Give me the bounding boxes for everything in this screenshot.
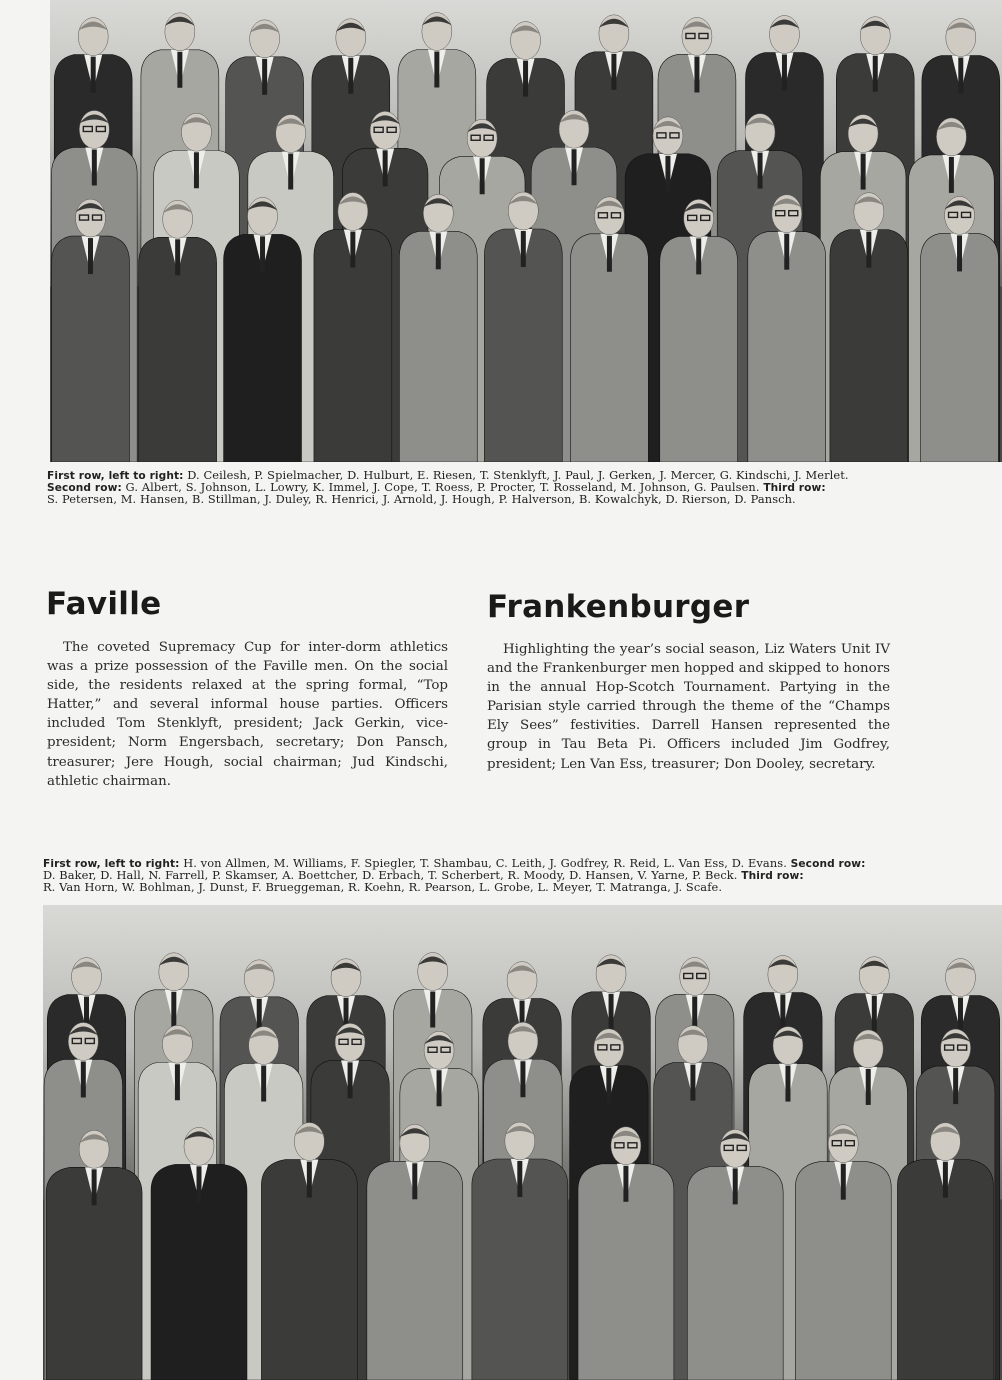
caption-line-3 [43,882,891,893]
people-group [50,13,1002,462]
person-figure [660,199,738,462]
caption-second-row-names: D. Baker, D. Hall, N. Farrell, P. Skamser, A. Boettcher, D. Erbach, T. Scherbert, R. Moody, D. Hansen, V. Yarne, P. Beck. [43,868,738,882]
faville-photo-caption [47,470,905,505]
caption-third-row-names: S. Petersen, M. Hansen, B. Stillman, J. Duley, R. Henrici, J. Arnold, J. Hough, P. Halverson, B. Kowalchyk, D. Rierson, D. Pansch. [47,492,796,506]
faville-heading: Faville [46,586,162,622]
person-figure [224,197,302,462]
people-group [43,953,1002,1380]
faville-group-photo [50,0,1002,462]
faville-group-photo-illustration [50,0,1002,462]
person-figure [314,193,392,462]
person-figure [399,194,477,462]
person-figure [748,195,826,462]
caption-third-row-label: Third row: [741,870,804,882]
caption-second-row-label: Second row: [47,482,122,494]
caption-third-row-names: R. Van Horn, W. Bohlman, J. Dunst, F. Brueggeman, R. Koehn, R. Pearson, L. Grobe, L. Meyer, T. Matranga, J. Scafe. [43,880,723,894]
caption-first-row-names: H. von Allmen, M. Williams, F. Spiegler, T. Shambau, C. Leith, J. Godfrey, R. Reid, L. Van Ess, D. Evans. [183,856,787,870]
frankenburger-photo-caption [43,858,891,893]
caption-third-row-label: Third row: [763,482,826,494]
frankenburger-description: Highlighting the year’s social season, Liz Waters Unit IV and the Frankenburger men hopped and skipped to honors in the annual Hop-Scotch Tournament. Partying in the Parisian style carried through the theme of the “Champs Ely Sees” festivities. Darrell Hansen represented the group in Tau Beta Pi. Officers included Jim Godfrey, president; Len Van Ess, treasurer; Don Dooley, secretary. [487,642,890,772]
person-figure [921,196,999,462]
caption-second-row-label: Second row: [790,858,866,870]
caption-first-row-label: First row, left to right: [43,858,180,870]
caption-first-row-label: First row, left to right: [47,470,184,482]
frankenburger-group-photo-illustration [43,905,1002,1380]
person-figure [570,197,648,462]
caption-first-row-names: D. Ceilesh, P. Spielmacher, D. Hulburt, E. Riesen, T. Stenklyft, J. Paul, J. Gerken, J. Mercer, G. Kindschi, J. Merlet. [187,468,849,482]
caption-second-row-names: G. Albert, S. Johnson, L. Lowry, K. Immel, J. Cope, T. Roess, P. Procter, T. Rosseland, M. Johnson, G. Paulsen. [125,480,760,494]
frankenburger-heading: Frankenburger [487,589,750,625]
caption-line-3 [47,494,905,505]
frankenburger-group-photo [43,905,1002,1380]
person-figure [830,193,908,462]
faville-description: The coveted Supremacy Cup for inter-dorm athletics was a prize possession of the Faville men. On the social side, the residents relaxed at the spring formal, “Top Hatter,” and several informal house parties. Officers included Tom Stenklyft, president; Jack Gerkin, vice-president; Norm Engersbach, secretary; Don Pansch, treasurer; Jere Hough, social chairman; Jud Kindschi, athletic chairman. [47,640,448,789]
person-figure [52,199,130,462]
person-figure [484,192,562,462]
